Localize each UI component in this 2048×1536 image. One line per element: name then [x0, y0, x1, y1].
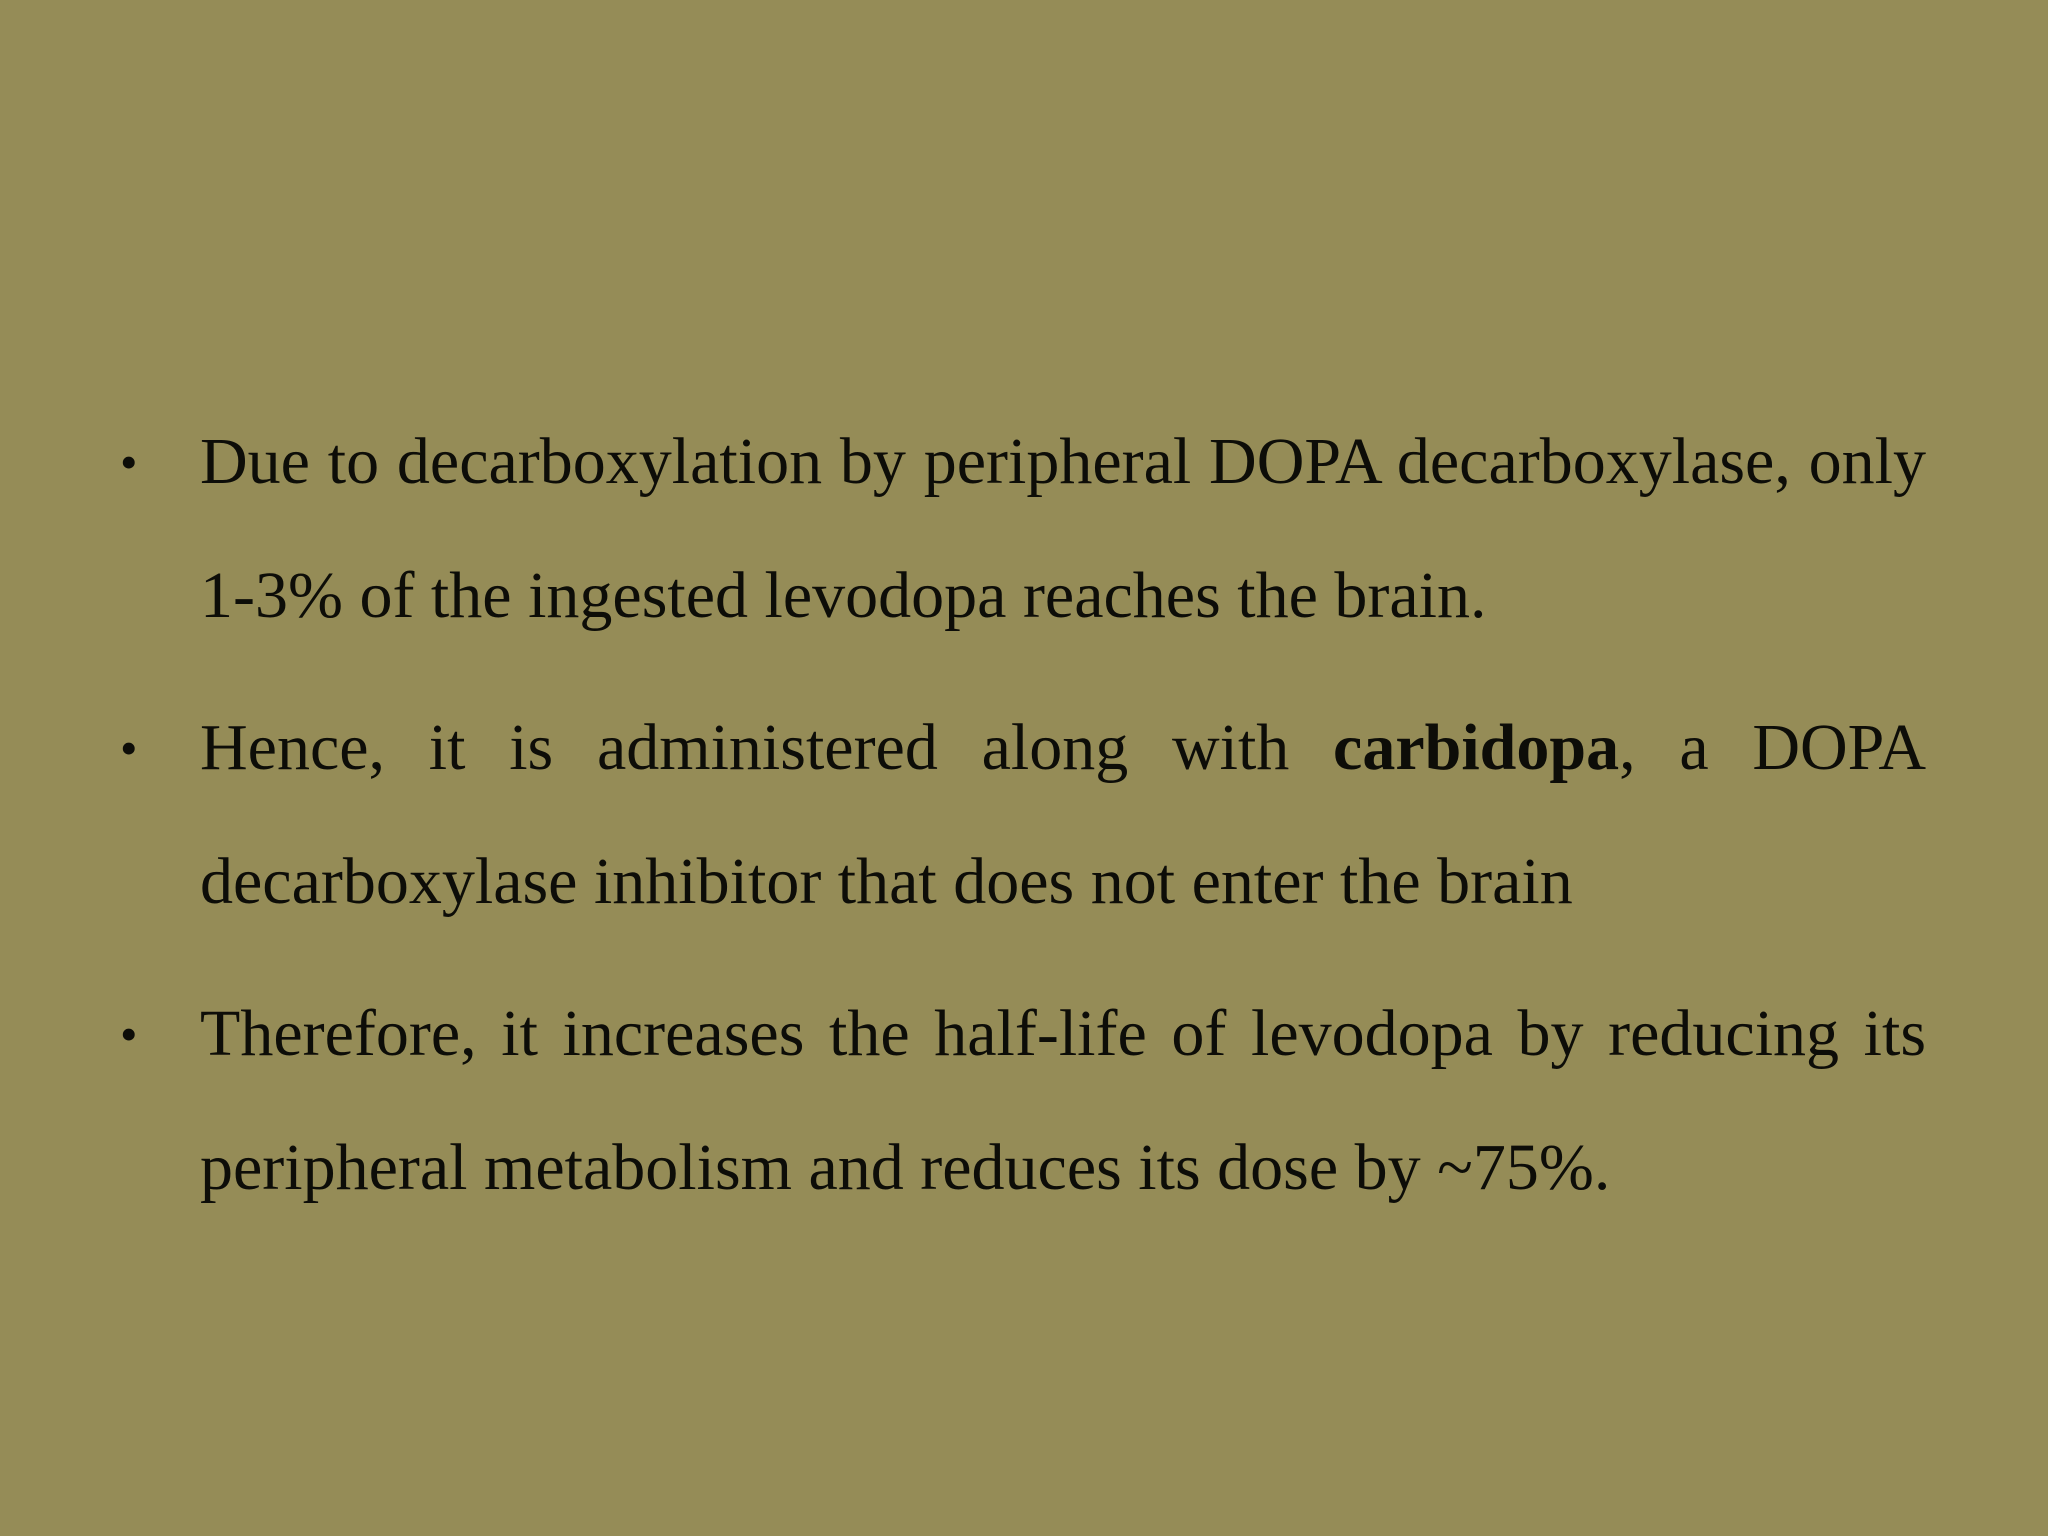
bullet-item-half-life [120, 967, 1926, 1235]
bullet-text-after: , a DOPA decarboxylase inhibitor that does not enter the brain [200, 711, 1926, 918]
bullet-text: Therefore, it increases the half-life of levodopa by reducing its peripheral metabolism and reduces its dose by ~75%. [200, 997, 1926, 1204]
bullet-list [120, 395, 1926, 1253]
bullet-item-carbidopa [120, 681, 1926, 949]
bullet-dot-icon: • [120, 1006, 138, 1062]
bullet-dot-icon: • [120, 720, 138, 776]
bullet-text-before: Hence, it is administered along with [200, 711, 1334, 784]
bullet-text: Due to decarboxylation by peripheral DOPA decarboxylase, only 1-3% of the ingested levodopa reaches the brain. [200, 425, 1926, 632]
bullet-dot-icon: • [120, 434, 138, 490]
bullet-item-decarboxylation [120, 395, 1926, 663]
bullet-text-bold-carbidopa: carbidopa [1333, 711, 1620, 784]
